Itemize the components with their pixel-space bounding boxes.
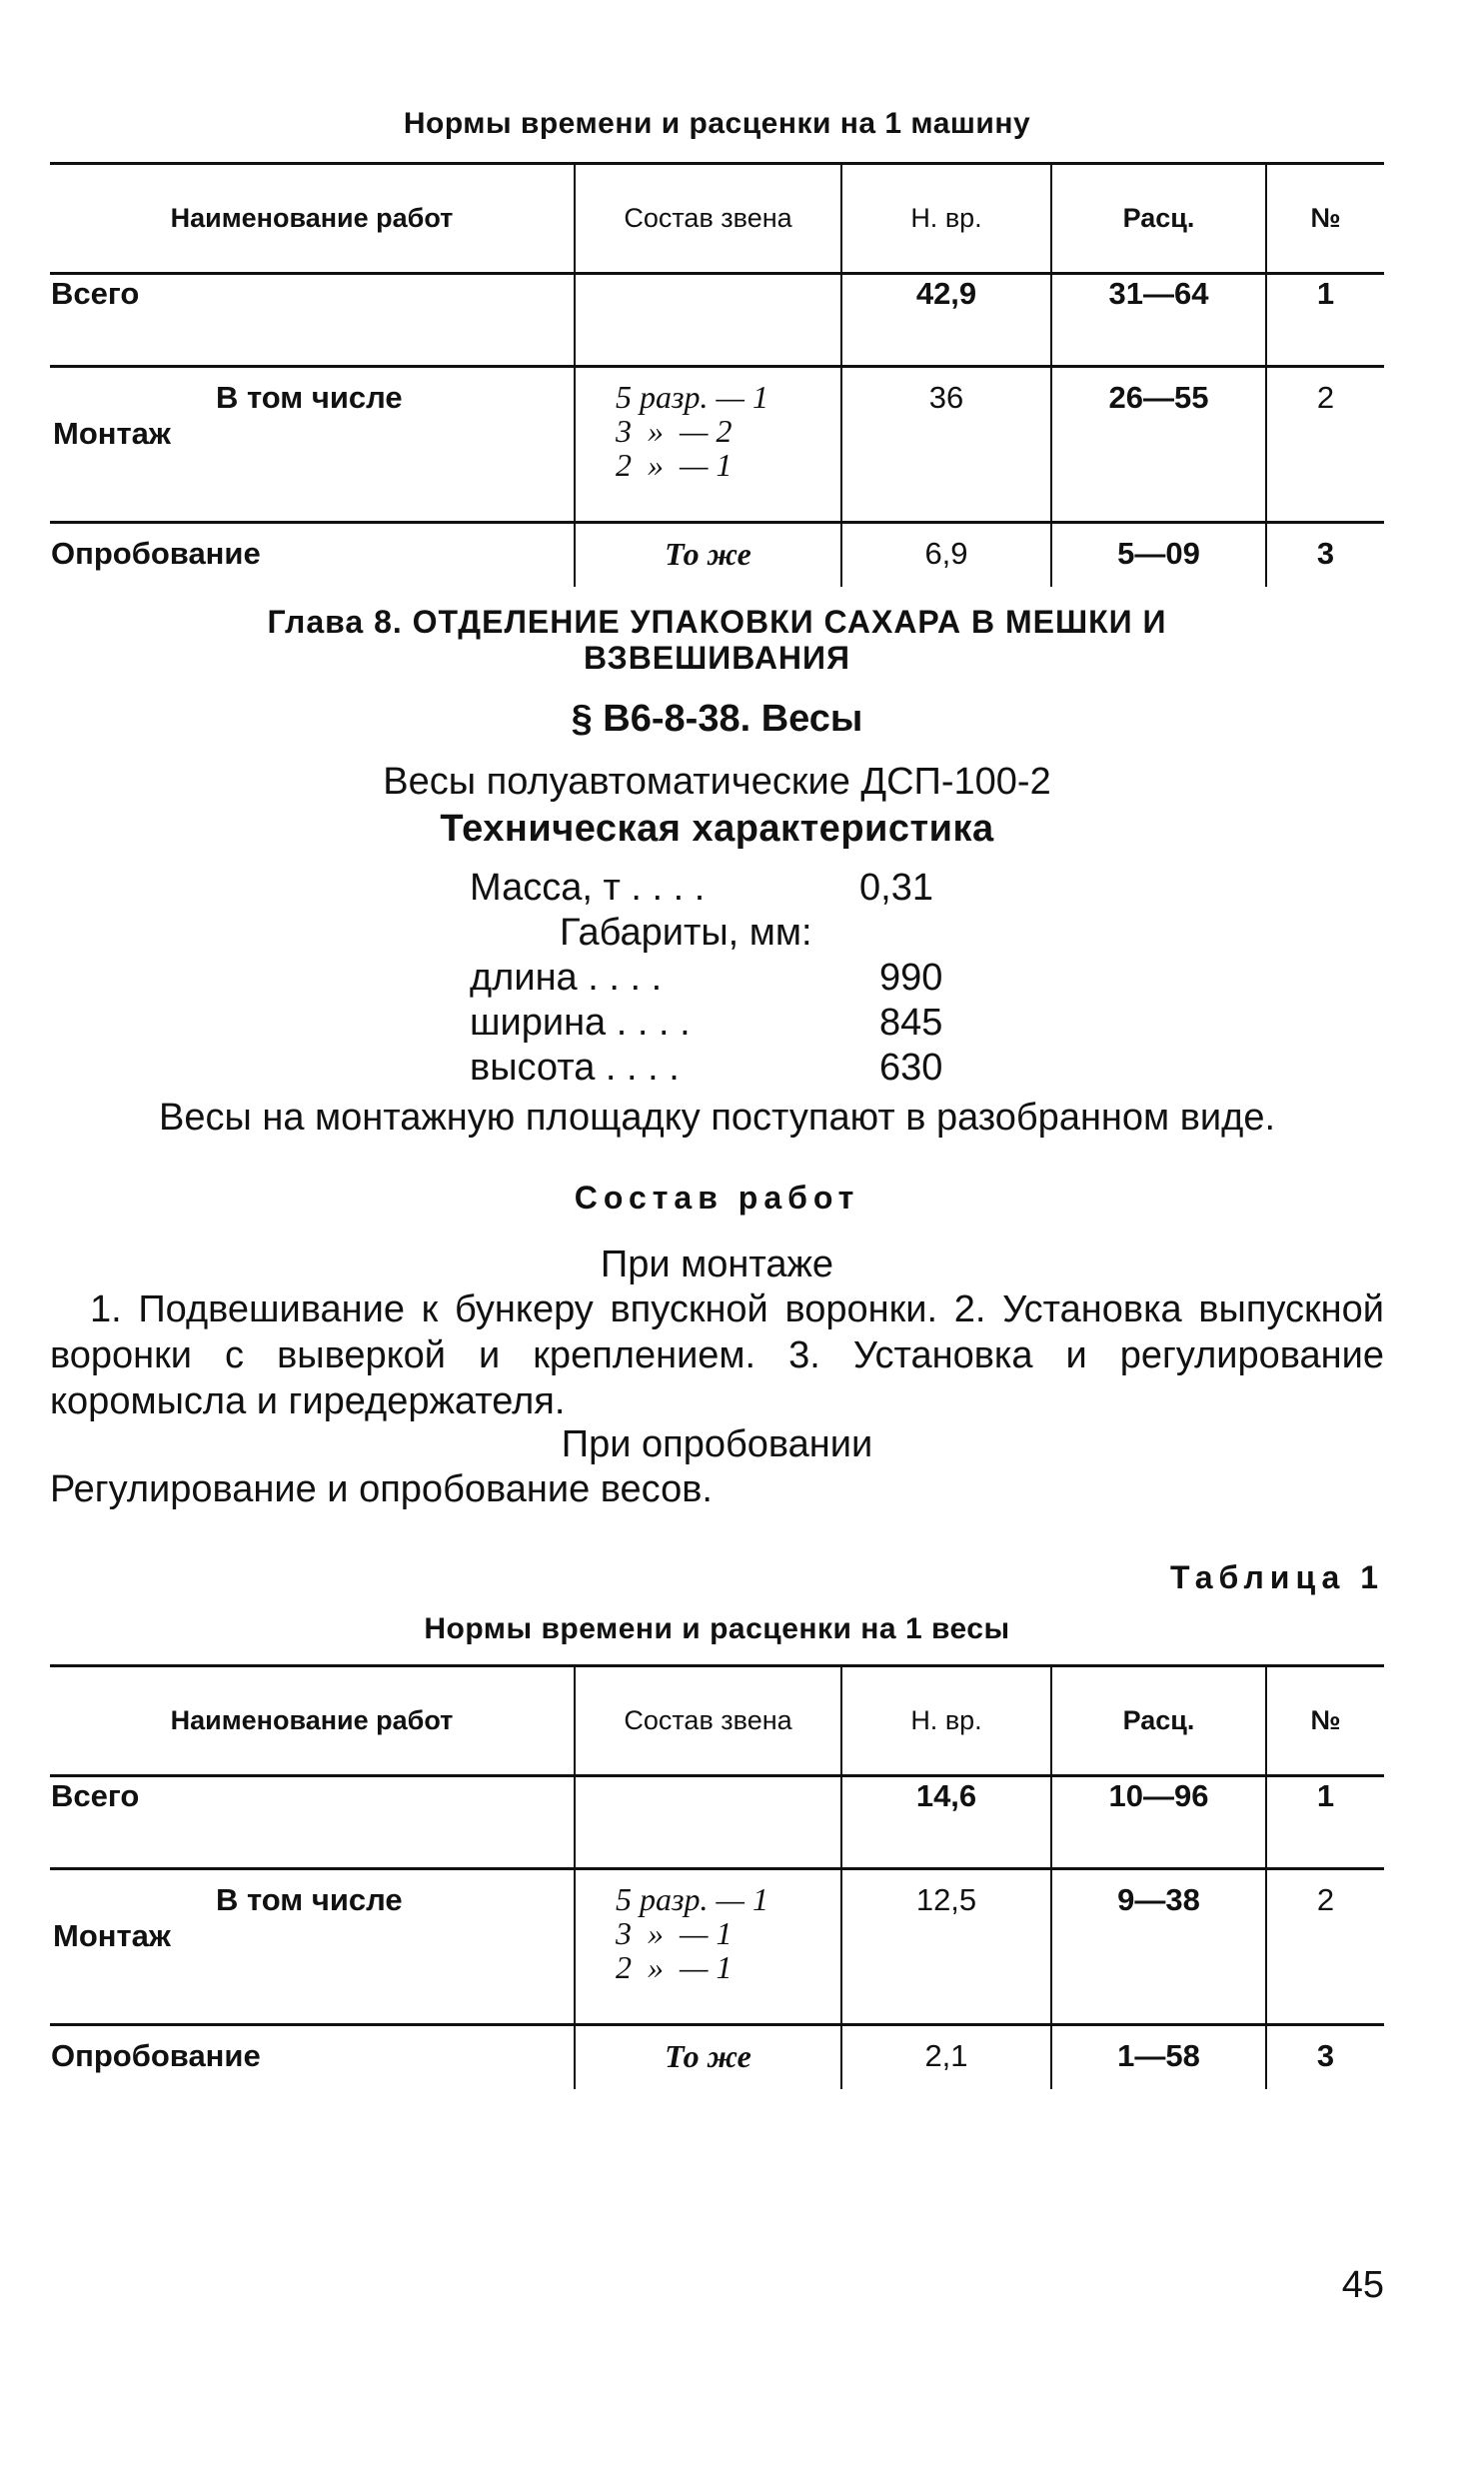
crew-line: 3 » — 2 (616, 413, 733, 449)
time-cell: 14,6 (841, 1776, 1051, 1869)
tech-spec-title: Техническая характеристика (440, 808, 994, 850)
spec-value: 0,31 (859, 867, 933, 909)
price-cell: 5—09 (1051, 523, 1266, 588)
chapter-heading (50, 604, 1384, 676)
table1-caption: Нормы времени и расценки на 1 машину (403, 107, 1031, 140)
chapter-line-1: Глава 8. ОТДЕЛЕНИЕ УПАКОВКИ САХАРА В МЕШКИ И (267, 604, 1167, 640)
mounting-text: 1. Подвешивание к бункеру впускной воронки. 2. Установка выпускной воронки с выверкой и креплением. 3. Установка и регулирование коромысла и гиредержателя. (50, 1288, 1384, 1422)
work-name-cell (50, 1869, 575, 2025)
number-cell: 2 (1266, 367, 1384, 523)
table-row-mounting (50, 1869, 1384, 2025)
work-name: Опробование (51, 536, 261, 571)
number-cell: 3 (1266, 2025, 1384, 2090)
work-name: Всего (51, 1778, 140, 1813)
price-cell: 26—55 (1051, 367, 1266, 523)
work-name: Монтаж (53, 416, 171, 451)
crew-line: 5 разр. — 1 (616, 1881, 768, 1917)
header-crew: Состав звена (575, 164, 841, 274)
number-cell: 1 (1266, 274, 1384, 367)
number-cell: 1 (1266, 1776, 1384, 1869)
spec-value: 990 (879, 957, 943, 999)
spec-label: длина . . . . (470, 957, 663, 999)
crew-cell: То же (575, 2025, 841, 2090)
table2-caption: Нормы времени и расценки на 1 весы (424, 1612, 1010, 1645)
crew-cell (575, 1776, 841, 1869)
time-cell: 2,1 (841, 2025, 1051, 2090)
paragraph-heading: § В6-8-38. Весы (571, 698, 863, 740)
table-row-mounting (50, 367, 1384, 523)
time-cell: 42,9 (841, 274, 1051, 367)
work-name: Опробование (51, 2038, 261, 2073)
including-label: В том числе (216, 380, 403, 415)
crew-line: 2 » — 1 (616, 447, 733, 483)
table-row-total (50, 274, 1384, 367)
crew-line: 5 разр. — 1 (616, 379, 768, 415)
spec-value: 630 (879, 1047, 943, 1089)
spec-label: Масса, т . . . . (470, 867, 706, 909)
crew-line: 3 » — 1 (616, 1915, 733, 1951)
table-row-testing (50, 523, 1384, 588)
device-name: Весы полуавтоматические ДСП-100-2 (383, 761, 1051, 803)
header-number: № (1266, 1666, 1384, 1776)
table-row-testing (50, 2025, 1384, 2090)
header-number: № (1266, 164, 1384, 274)
crew-cell (575, 274, 841, 367)
page-number: 45 (1341, 2264, 1384, 2306)
spec-length (470, 955, 942, 1001)
norms-table-2 (50, 1664, 1384, 2089)
crew-cell (575, 367, 841, 523)
works-title: Состав работ (574, 1180, 860, 1216)
table-row-total (50, 1776, 1384, 1869)
spec-dimensions-label: Габариты, мм: (560, 912, 812, 954)
spec-label: ширина . . . . (470, 1002, 691, 1044)
crew-cell (575, 1869, 841, 2025)
work-name: Монтаж (53, 1918, 171, 1953)
number-cell: 3 (1266, 523, 1384, 588)
table-header-row (50, 164, 1384, 274)
crew-line: 2 » — 1 (616, 1949, 733, 1985)
crew-cell: То же (575, 523, 841, 588)
time-cell: 6,9 (841, 523, 1051, 588)
spec-value: 845 (879, 1002, 943, 1044)
testing-title: При опробовании (561, 1423, 873, 1465)
header-price: Расц. (1051, 164, 1266, 274)
delivery-note: Весы на монтажную площадку поступают в разобранном виде. (158, 1097, 1276, 1139)
header-crew: Состав звена (575, 1666, 841, 1776)
time-cell: 36 (841, 367, 1051, 523)
number-cell: 2 (1266, 1869, 1384, 2025)
testing-text: Регулирование и опробование весов. (50, 1468, 713, 1510)
work-name: Всего (51, 276, 140, 311)
table-label: Таблица 1 (1169, 1559, 1384, 1595)
norms-table-1 (50, 162, 1384, 587)
work-name-cell (50, 367, 575, 523)
header-time: Н. вр. (841, 1666, 1051, 1776)
price-cell: 10—96 (1051, 1776, 1266, 1869)
spec-mass (470, 865, 933, 911)
mounting-title: При монтаже (600, 1243, 834, 1285)
spec-width (470, 1000, 942, 1046)
table-header-row (50, 1666, 1384, 1776)
header-time: Н. вр. (841, 164, 1051, 274)
price-cell: 31—64 (1051, 274, 1266, 367)
header-work-name: Наименование работ (170, 203, 454, 233)
spec-label: высота . . . . (470, 1047, 680, 1089)
spec-height (470, 1045, 942, 1091)
chapter-line-2: ВЗВЕШИВАНИЯ (583, 640, 851, 676)
time-cell: 12,5 (841, 1869, 1051, 2025)
header-price: Расц. (1051, 1666, 1266, 1776)
including-label: В том числе (216, 1882, 403, 1917)
price-cell: 9—38 (1051, 1869, 1266, 2025)
price-cell: 1—58 (1051, 2025, 1266, 2090)
header-work-name: Наименование работ (170, 1705, 454, 1735)
